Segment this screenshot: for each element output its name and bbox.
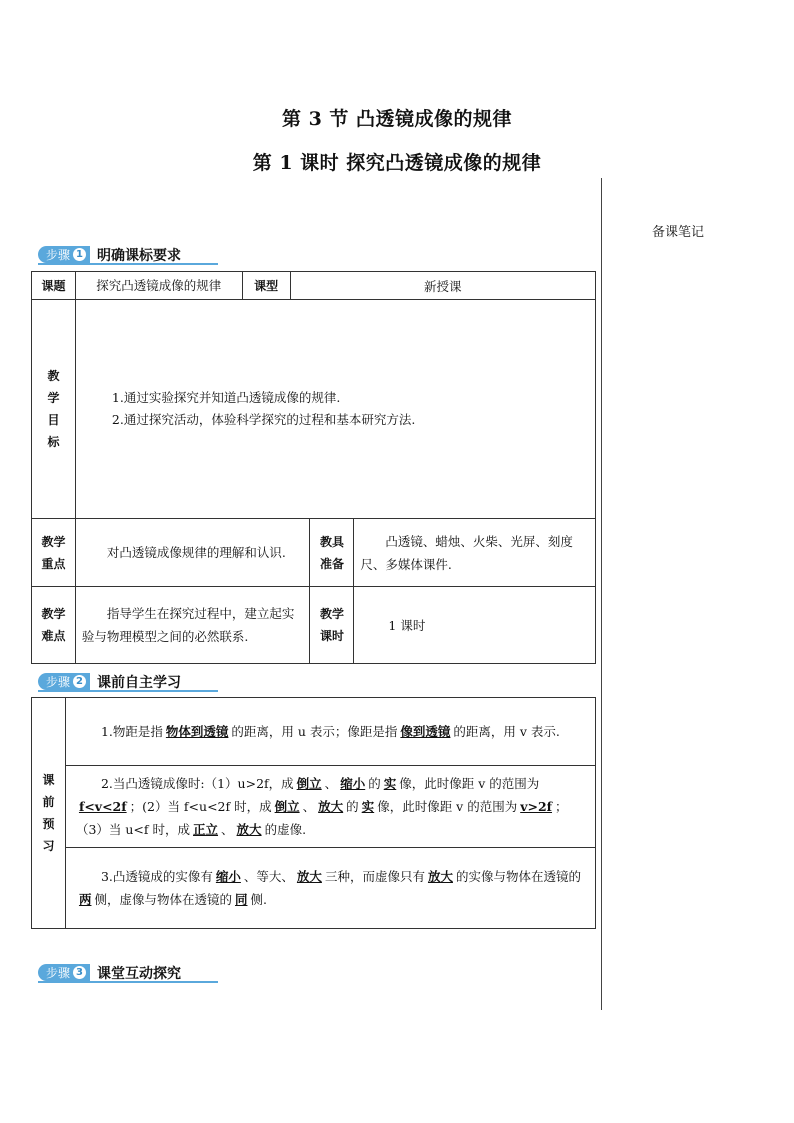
step-2-badge: 步骤 2 [38,673,90,690]
step-3-heading [38,964,181,981]
type-label: 课型 [242,272,290,300]
tools-label: 教具 准备 [310,519,354,587]
focus-value: 对凸透镜成像规律的理解和认识. [75,519,310,587]
step-3-badge: 步骤 3 [38,964,90,981]
preview-item-2: 2.当凸透镜成像时:（1）u>2f，成 倒立 、 缩小 的 实 像，此时像距 v 的范围为f<v<2f ；(2）当 f<u<2f 时，成 倒立 、 放大 的 实 像，此时像距 v 的范围为 v>2f ；（3）当 u<f 时，成 正立 、 放大 的虚像. [65,766,595,848]
step-1-title: 明确课标要求 [97,247,182,264]
preview-item-1: 1.物距是指 物体到透镜 的距离，用 u 表示；像距是指 像到透镜 的距离，用 v 表示. [65,698,595,766]
topic-label: 课题 [32,272,76,300]
step-2-underline [38,690,218,692]
lesson-info-table [31,271,596,664]
step-2-heading [38,673,181,690]
step-1-heading [38,246,181,263]
preview-item-3: 3.凸透镜成的实像有 缩小 、等大、 放大 三种，而虚像只有 放大 的实像与物体在透镜的两 侧，虚像与物体在透镜的 同 侧. [65,848,595,929]
step-1-underline [38,263,218,265]
type-value: 新授课 [290,272,595,300]
goals-content [75,300,595,519]
step-3-underline [38,981,218,983]
hours-label: 教学 课时 [310,587,354,664]
side-notes-label: 备课笔记 [652,225,705,240]
preview-table [31,697,596,929]
step-3-title: 课堂互动探究 [97,965,182,982]
tools-value: 凸透镜、蜡烛、火柴、光屏、刻度尺、多媒体课件. [354,519,596,587]
difficulty-label: 教学 难点 [32,587,76,664]
goal-item: 1.通过实验探究并知道凸透镜成像的规律. [111,390,341,405]
focus-label: 教学 重点 [32,519,76,587]
preview-label: 课 前 预 习 [32,698,66,929]
page-subtitle: 第 1 课时 探究凸透镜成像的规律 [252,152,542,174]
step-2-title: 课前自主学习 [97,674,182,691]
goals-label: 教 学 目 标 [32,300,76,519]
page-title: 第 3 节 凸透镜成像的规律 [281,108,513,130]
hours-value: 1 课时 [354,587,596,664]
step-1-badge: 步骤 1 [38,246,90,263]
difficulty-value: 指导学生在探究过程中，建立起实验与物理模型之间的必然联系. [75,587,310,664]
topic-value: 探究凸透镜成像的规律 [75,272,242,300]
goal-item: 2.通过探究活动，体验科学探究的过程和基本研究方法. [111,412,416,427]
notes-divider [601,178,602,1010]
